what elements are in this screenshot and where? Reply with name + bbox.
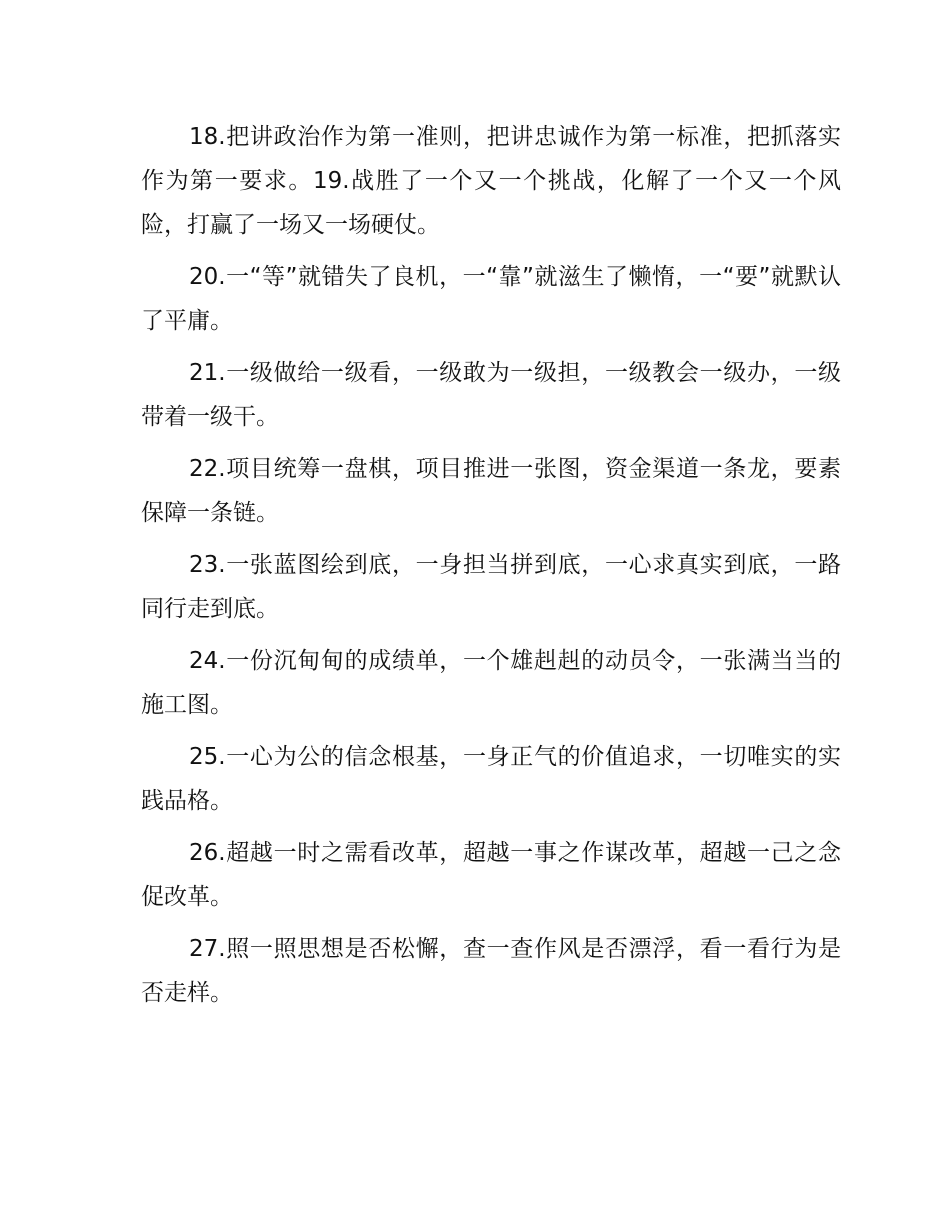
paragraph-25: 25.一心为公的信念根基，一身正气的价值追求，一切唯实的实践品格。 bbox=[141, 744, 841, 814]
paragraph-27: 27.照一照思想是否松懈，查一查作风是否漂浮，看一看行为是否走样。 bbox=[141, 936, 841, 1006]
paragraph-20: 20.一“等”就错失了良机，一“靠”就滋生了懒惰，一“要”就默认了平庸。 bbox=[141, 264, 841, 334]
paragraph-24: 24.一份沉甸甸的成绩单，一个雄赳赳的动员令，一张满当当的施工图。 bbox=[141, 648, 841, 718]
paragraph-26: 26.超越一时之需看改革，超越一事之作谋改革，超越一己之念促改革。 bbox=[141, 840, 841, 910]
paragraph-23: 23.一张蓝图绘到底，一身担当拼到底，一心求真实到底，一路同行走到底。 bbox=[141, 552, 841, 622]
paragraph-21: 21.一级做给一级看，一级敢为一级担，一级教会一级办，一级带着一级干。 bbox=[141, 360, 841, 430]
paragraph-18-19: 18.把讲政治作为第一准则，把讲忠诚作为第一标准，把抓落实作为第一要求。19.战胜了一个又一个挑战，化解了一个又一个风险，打赢了一场又一场硬仗。 bbox=[141, 124, 841, 238]
document-page bbox=[141, 115, 841, 1023]
paragraph-22: 22.项目统筹一盘棋，项目推进一张图，资金渠道一条龙，要素保障一条链。 bbox=[141, 456, 841, 526]
